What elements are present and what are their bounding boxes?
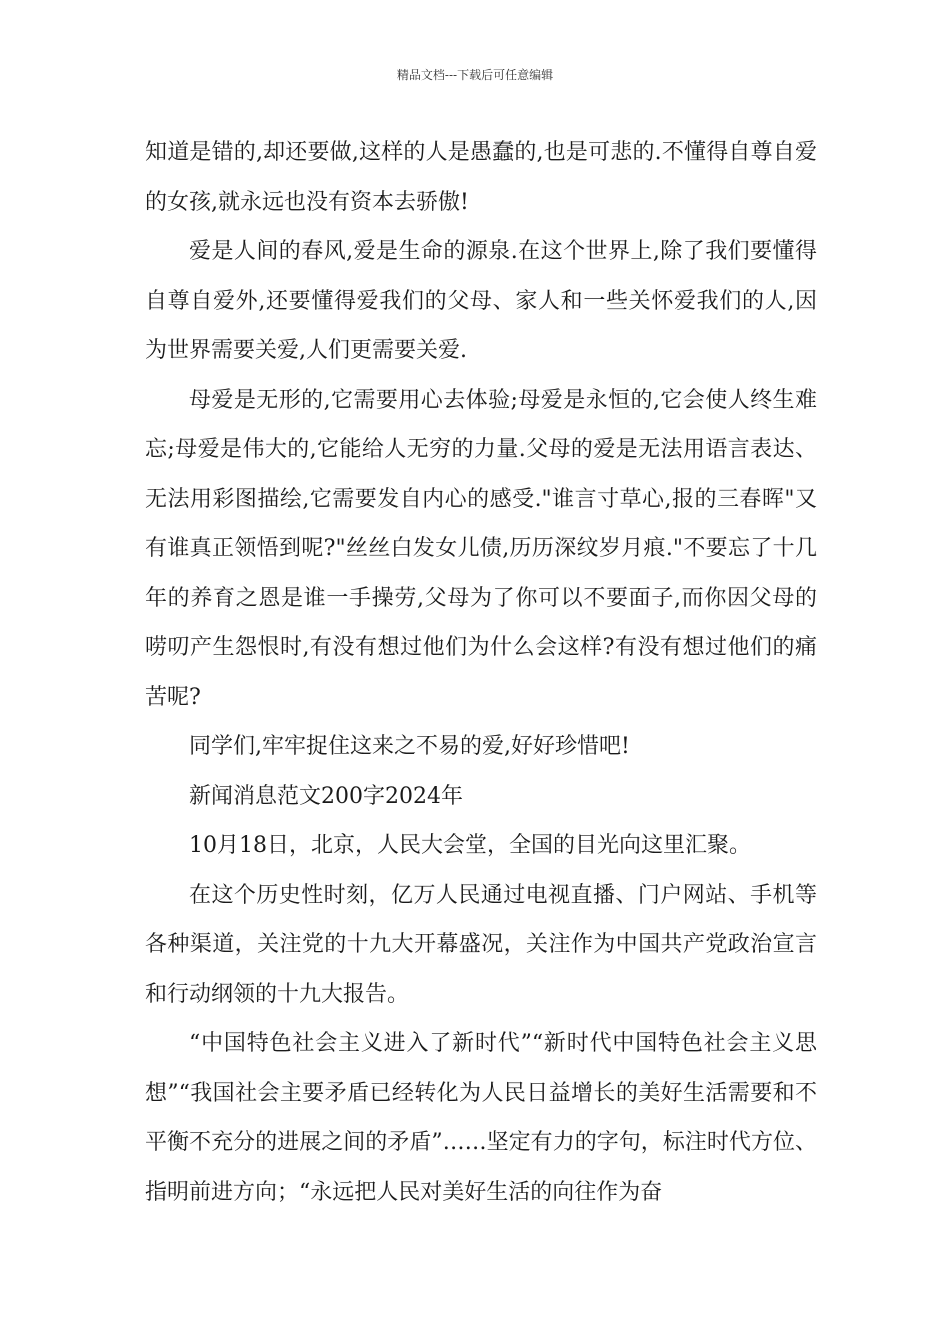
paragraph-6: 在这个历史性时刻，亿万人民通过电视直播、门户网站、手机等各种渠道，关注党的十九大开幕盛况，关注作为中国共产党政治宣言和行动纲领的十九大报告。 bbox=[145, 882, 817, 1007]
page-header: 精品文档---下载后可任意编辑 bbox=[396, 68, 554, 82]
paragraph-7: “中国特色社会主义进入了新时代”“新时代中国特色社会主义思想”“我国社会主要矛盾已经转化为人民日益增长的美好生活需要和不平衡不充分的进展之间的矛盾”……坚定有力的字句，标注时代方位、指明前进方向；“永远把人民对美好生活的向往作为奋 bbox=[145, 1031, 817, 1205]
article-title: 新闻消息范文200字2024年 bbox=[189, 783, 463, 809]
paragraph-5: 10月18日，北京，人民大会堂，全国的目光向这里汇聚。 bbox=[189, 833, 751, 858]
paragraph-4: 同学们,牢牢捉住这来之不易的爱,好好珍惜吧! bbox=[189, 734, 630, 759]
document-body bbox=[145, 128, 817, 1217]
paragraph-2: 爱是人间的春风,爱是生命的源泉.在这个世界上,除了我们要懂得自尊自爱外,还要懂得爱我们的父母、家人和一些关怀爱我们的人,因为世界需要关爱,人们更需要关爱. bbox=[145, 239, 817, 363]
paragraph-3: 母爱是无形的,它需要用心去体验;母爱是永恒的,它会使人终生难忘;母爱是伟大的,它能给人无穷的力量.父母的爱是无法用语言表达、无法用彩图描绘,它需要发自内心的感受."谁言寸草心,报的三春晖"又有谁真正领悟到呢?"丝丝白发女儿债,历历深纹岁月痕."不要忘了十几年的养育之恩是谁一手操劳,父母为了你可以不要面子,而你因父母的唠叨产生怨恨时,有没有想过他们为什么会这样?有没有想过他们的痛苦呢? bbox=[145, 387, 817, 710]
paragraph-1: 知道是错的,却还要做,这样的人是愚蠢的,也是可悲的.不懂得自尊自爱的女孩,就永远也没有资本去骄傲! bbox=[145, 140, 817, 215]
